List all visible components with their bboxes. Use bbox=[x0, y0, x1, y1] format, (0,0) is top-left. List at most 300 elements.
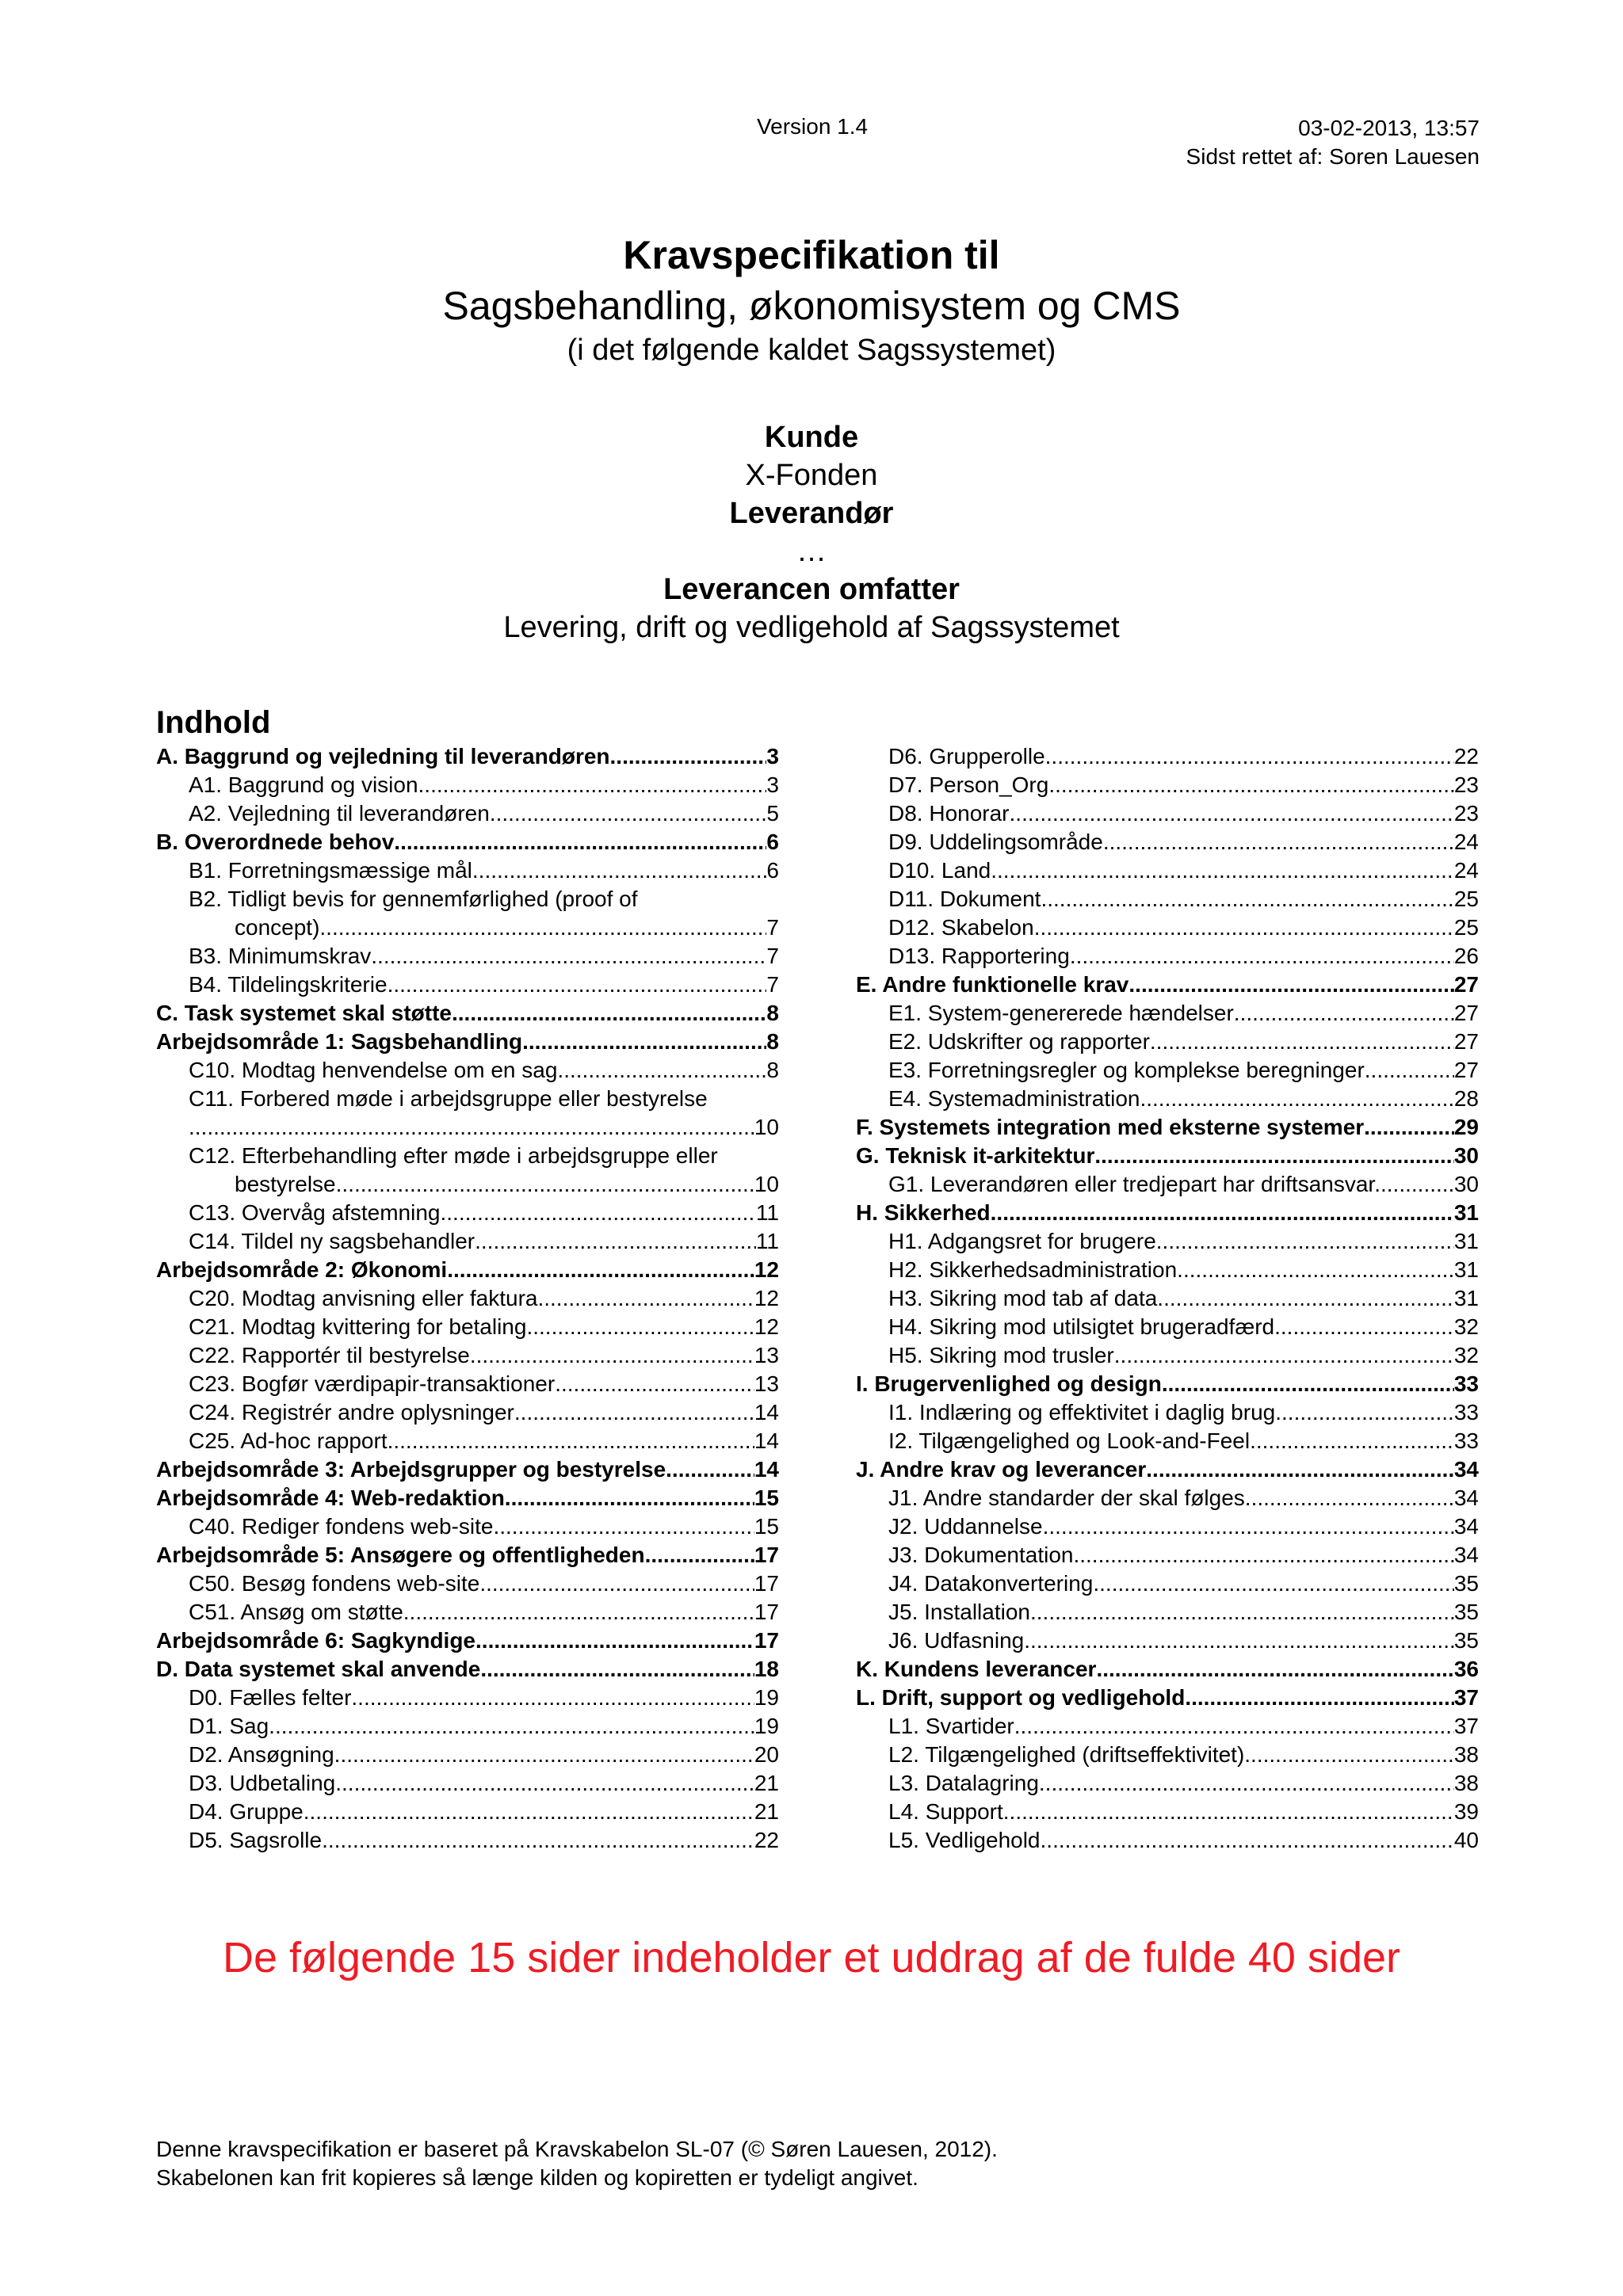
toc-entry-label: G. Teknisk it-arkitektur bbox=[856, 1143, 1095, 1168]
toc-entry-label: concept) bbox=[235, 915, 320, 940]
toc-entry-label: G1. Leverandøren eller tredjepart har driftsansvar. bbox=[888, 1172, 1381, 1196]
toc-entry-leader bbox=[1364, 1113, 1454, 1142]
toc-entry-label: E2. Udskrifter og rapporter bbox=[888, 1029, 1150, 1054]
toc-entry[interactable] bbox=[856, 1598, 1479, 1627]
toc-entry-page: 8 bbox=[766, 1029, 779, 1054]
toc-entry-page: 19 bbox=[754, 1714, 779, 1738]
toc-entry[interactable] bbox=[156, 885, 779, 913]
toc-entry[interactable] bbox=[856, 1028, 1479, 1056]
footer-line-2: Skabelonen kan frit kopieres så længe kilden og kopiretten er tydeligt angivet. bbox=[156, 2165, 918, 2190]
toc-entry-leader bbox=[557, 1056, 766, 1085]
toc-entry[interactable] bbox=[156, 771, 779, 799]
toc-entry[interactable] bbox=[156, 1028, 779, 1056]
toc-entry-page: 12 bbox=[754, 1286, 779, 1310]
toc-entry-page: 15 bbox=[754, 1514, 779, 1539]
supplier-value: … bbox=[796, 535, 827, 568]
toc-entry-page: 6 bbox=[766, 830, 779, 854]
toc-entry-page: 14 bbox=[754, 1428, 779, 1453]
toc-entry-label: Arbejdsområde 3: Arbejdsgrupper og bestyrelse bbox=[156, 1457, 666, 1482]
toc-entry[interactable] bbox=[156, 942, 779, 971]
toc-entry-page: 8 bbox=[766, 1001, 779, 1025]
toc-entry-leader bbox=[522, 1028, 766, 1056]
toc-entry-page: 29 bbox=[1453, 1115, 1479, 1139]
toc-entry-leader bbox=[1024, 1627, 1454, 1655]
toc-entry-leader bbox=[514, 1398, 754, 1427]
toc-entry[interactable] bbox=[156, 799, 779, 828]
toc-entry-label: A. Baggrund og vejledning til leverandøren bbox=[156, 744, 610, 769]
last-edited-datetime: 03-02-2013, 13:57 bbox=[1298, 116, 1480, 140]
toc-entry[interactable] bbox=[856, 1512, 1479, 1541]
toc-entry-leader bbox=[304, 1798, 754, 1826]
toc-entry[interactable] bbox=[156, 1798, 779, 1826]
toc-entry-label: C50. Besøg fondens web-site bbox=[189, 1571, 480, 1596]
toc-entry[interactable] bbox=[156, 1655, 779, 1684]
toc-entry-page: 35 bbox=[1453, 1628, 1479, 1653]
parties-block bbox=[0, 418, 1623, 646]
toc-entry-page: 33 bbox=[1453, 1428, 1479, 1453]
toc-entry[interactable] bbox=[856, 1484, 1479, 1512]
toc-entry-leader bbox=[452, 999, 766, 1028]
toc-entry-leader bbox=[645, 1541, 754, 1569]
toc-entry-leader bbox=[1070, 942, 1454, 971]
toc-entry-page: 30 bbox=[1453, 1172, 1479, 1196]
toc-entry-leader bbox=[336, 1170, 754, 1199]
toc-entry[interactable] bbox=[856, 856, 1479, 885]
toc-entry-page: 11 bbox=[755, 1229, 779, 1253]
toc-entry[interactable] bbox=[156, 1370, 779, 1398]
toc-entry-page: 12 bbox=[754, 1314, 779, 1339]
toc-entry-page: 27 bbox=[1453, 1058, 1479, 1082]
toc-entry-page: 31 bbox=[1453, 1200, 1479, 1225]
toc-entry[interactable] bbox=[856, 913, 1479, 942]
toc-entry-leader bbox=[1250, 1427, 1454, 1455]
toc-entry-leader bbox=[1234, 999, 1454, 1028]
toc-entry-page: 31 bbox=[1453, 1286, 1479, 1310]
toc-entry-leader bbox=[1041, 1826, 1454, 1855]
toc-entry-leader bbox=[1114, 1341, 1454, 1370]
toc-entry[interactable] bbox=[156, 742, 779, 771]
toc-entry-leader bbox=[418, 771, 767, 799]
toc-entry-page: 32 bbox=[1453, 1314, 1479, 1339]
toc-entry-label: A2. Vejledning til leverandøren bbox=[189, 801, 490, 826]
toc-entry[interactable] bbox=[856, 1741, 1479, 1769]
toc-entry-leader bbox=[394, 828, 766, 856]
toc-entry[interactable] bbox=[856, 1370, 1479, 1398]
toc-entry-leader bbox=[1140, 1085, 1453, 1113]
toc-entry-page: 17 bbox=[754, 1600, 779, 1624]
toc-entry-label: H3. Sikring mod tab af data bbox=[888, 1286, 1158, 1310]
toc-entry[interactable] bbox=[856, 1627, 1479, 1655]
toc-entry-leader bbox=[555, 1370, 754, 1398]
toc-entry-label: C11. Forbered møde i arbejdsgruppe eller bestyrelse bbox=[189, 1086, 708, 1111]
toc-entry-page: 17 bbox=[754, 1571, 779, 1596]
toc-entry-page: 7 bbox=[766, 915, 779, 940]
toc-entry-page: 21 bbox=[754, 1771, 779, 1795]
toc-entry-page: 13 bbox=[754, 1371, 779, 1396]
toc-entry[interactable] bbox=[156, 1826, 779, 1855]
toc-entry-page: 23 bbox=[1453, 801, 1479, 826]
toc-entry-label: B3. Minimumskrav bbox=[189, 944, 372, 968]
toc-entry[interactable] bbox=[156, 1627, 779, 1655]
toc-entry-leader bbox=[1156, 1227, 1454, 1256]
toc-entry-leader bbox=[479, 1569, 754, 1598]
toc-entry[interactable] bbox=[856, 799, 1479, 828]
toc-entry-page: 37 bbox=[1453, 1685, 1479, 1710]
toc-entry[interactable] bbox=[856, 1655, 1479, 1684]
toc-entry[interactable] bbox=[856, 1684, 1479, 1712]
toc-entry-label: D9. Uddelingsområde bbox=[888, 830, 1103, 854]
toc-entry[interactable] bbox=[156, 1227, 779, 1256]
toc-entry-page: 15 bbox=[754, 1486, 779, 1510]
toc-entry-leader bbox=[1073, 1541, 1453, 1569]
toc-entry-page: 10 bbox=[754, 1172, 779, 1196]
toc-entry[interactable] bbox=[856, 1170, 1479, 1199]
toc-entry-leader bbox=[1096, 1655, 1453, 1684]
toc-entry[interactable] bbox=[156, 1684, 779, 1712]
toc-entry[interactable] bbox=[156, 1512, 779, 1541]
toc-entry-leader bbox=[1014, 1712, 1454, 1741]
toc-entry-label: C51. Ansøg om støtte bbox=[189, 1600, 403, 1624]
toc-entry[interactable] bbox=[156, 1256, 779, 1284]
toc-entry[interactable] bbox=[856, 1712, 1479, 1741]
toc-entry-leader bbox=[666, 1455, 754, 1484]
toc-entry-leader bbox=[475, 1227, 756, 1256]
toc-entry[interactable] bbox=[856, 1085, 1479, 1113]
toc-entry-page: 20 bbox=[754, 1742, 779, 1767]
toc-entry-page: 11 bbox=[755, 1200, 779, 1225]
toc-entry-page: 17 bbox=[754, 1628, 779, 1653]
toc-entry-label: Arbejdsområde 1: Sagsbehandling bbox=[156, 1029, 523, 1054]
toc-entry-label: B1. Forretningsmæssige mål bbox=[189, 858, 472, 883]
toc-column-left bbox=[156, 742, 779, 1855]
toc-entry-page: 14 bbox=[754, 1400, 779, 1425]
toc-entry-page: 37 bbox=[1453, 1714, 1479, 1738]
toc-entry-label: D5. Sagsrolle bbox=[189, 1828, 323, 1852]
toc-entry-leader bbox=[334, 1741, 754, 1769]
toc-entry[interactable] bbox=[856, 1113, 1479, 1142]
toc-entry-page: 31 bbox=[1453, 1257, 1479, 1282]
toc-entry-label: C10. Modtag henvendelse om en sag bbox=[189, 1058, 558, 1082]
toc-entry-label: C24. Registrér andre oplysninger bbox=[189, 1400, 514, 1425]
toc-entry-page: 27 bbox=[1453, 1029, 1479, 1054]
toc-entry-label: J3. Dokumentation bbox=[888, 1543, 1074, 1567]
toc-entry[interactable] bbox=[856, 1341, 1479, 1370]
toc-entry[interactable] bbox=[856, 771, 1479, 799]
toc-entry-label: D11. Dokument bbox=[888, 887, 1041, 911]
toc-entry-leader bbox=[480, 1655, 754, 1684]
toc-entry-page: 28 bbox=[1453, 1086, 1479, 1111]
toc-entry-page: 34 bbox=[1453, 1457, 1479, 1482]
toc-entry-page: 10 bbox=[754, 1115, 779, 1139]
toc-entry[interactable] bbox=[156, 999, 779, 1028]
toc-entry-label: C21. Modtag kvittering for betaling bbox=[189, 1314, 527, 1339]
toc-entry[interactable] bbox=[156, 1313, 779, 1341]
toc-entry-page: 23 bbox=[1453, 772, 1479, 797]
toc-entry-leader bbox=[1185, 1684, 1454, 1712]
toc-entry-label: H2. Sikkerhedsadministration bbox=[888, 1257, 1178, 1282]
toc-entry-leader bbox=[1103, 828, 1454, 856]
toc-entry-label: H4. Sikring mod utilsigtet brugeradfærd bbox=[888, 1314, 1275, 1339]
toc-entry-label: D6. Grupperolle bbox=[888, 744, 1045, 769]
toc-entry[interactable] bbox=[856, 1769, 1479, 1798]
toc-entry-leader bbox=[1162, 1370, 1454, 1398]
toc-entry-leader bbox=[526, 1313, 754, 1341]
toc-entry-page: 35 bbox=[1453, 1600, 1479, 1624]
toc-entry-label: J2. Uddannelse bbox=[888, 1514, 1043, 1539]
toc-entry[interactable] bbox=[156, 1541, 779, 1569]
toc-entry-label: D2. Ansøgning bbox=[189, 1742, 334, 1767]
toc-entry-page: 24 bbox=[1453, 830, 1479, 854]
toc-entry-label: D8. Honorar bbox=[888, 801, 1010, 826]
toc-entry-label: J. Andre krav og leverancer bbox=[856, 1457, 1147, 1482]
toc-entry-leader bbox=[388, 1427, 754, 1455]
toc-entry-label: I2. Tilgængelighed og Look-and-Feel bbox=[888, 1428, 1251, 1453]
toc-entry-leader bbox=[1034, 913, 1454, 942]
toc-entry[interactable] bbox=[856, 828, 1479, 856]
toc-entry[interactable] bbox=[856, 1455, 1479, 1484]
toc-entry-leader bbox=[1157, 1284, 1454, 1313]
toc-entry-label: C20. Modtag anvisning eller faktura bbox=[189, 1286, 538, 1310]
toc-entry-leader bbox=[1030, 1598, 1454, 1627]
toc-entry-label: J1. Andre standarder der skal følges bbox=[888, 1486, 1245, 1510]
toc-entry-leader bbox=[470, 1341, 754, 1370]
toc-entry-leader bbox=[388, 971, 767, 999]
toc-entry[interactable] bbox=[856, 1227, 1479, 1256]
toc-entry-page: 27 bbox=[1453, 1001, 1479, 1025]
toc-entry-page: 12 bbox=[754, 1257, 779, 1282]
toc-entry-label: L3. Datalagring bbox=[888, 1771, 1039, 1795]
toc-entry-leader bbox=[472, 856, 767, 885]
toc-entry-page: 22 bbox=[1453, 744, 1479, 769]
document-title: Kravspecifikation til bbox=[623, 233, 1000, 277]
toc-entry-leader bbox=[1093, 1569, 1453, 1598]
toc-entry-label: D3. Udbetaling bbox=[189, 1771, 336, 1795]
toc-entry[interactable] bbox=[856, 1056, 1479, 1085]
toc-entry-label: D10. Land bbox=[888, 858, 991, 883]
last-edited-by: Sidst rettet af: Soren Lauesen bbox=[1186, 144, 1480, 169]
toc-entry-leader bbox=[371, 942, 766, 971]
toc-entry-label: C12. Efterbehandling efter møde i arbejdsgruppe eller bbox=[189, 1143, 718, 1168]
toc-entry-leader bbox=[610, 742, 767, 771]
footer bbox=[156, 2135, 998, 2192]
toc-entry[interactable] bbox=[856, 1199, 1479, 1227]
toc-entry[interactable] bbox=[156, 1199, 779, 1227]
toc-entry-label: bestyrelse bbox=[235, 1172, 336, 1196]
toc-entry-label: E4. Systemadministration bbox=[888, 1086, 1140, 1111]
toc-entry[interactable] bbox=[156, 971, 779, 999]
toc-entry[interactable] bbox=[156, 828, 779, 856]
toc-entry-label: C. Task systemet skal støtte bbox=[156, 1001, 452, 1025]
toc-entry-label: H5. Sikring mod trusler bbox=[888, 1343, 1114, 1367]
toc-entry-page: 33 bbox=[1453, 1371, 1479, 1396]
scope-value: Levering, drift og vedligehold af Sagssystemet bbox=[503, 611, 1120, 644]
toc-entry-page: 3 bbox=[766, 772, 779, 797]
toc-entry[interactable] bbox=[156, 1569, 779, 1598]
toc-entry-label: D13. Rapportering bbox=[888, 944, 1070, 968]
toc-entry-page: 18 bbox=[754, 1657, 779, 1681]
toc-entry-page: 6 bbox=[766, 858, 779, 883]
document-alias: (i det følgende kaldet Sagssystemet) bbox=[567, 334, 1056, 367]
toc-entry-label: Arbejdsområde 6: Sagkyndige bbox=[156, 1628, 476, 1653]
toc-entry[interactable] bbox=[856, 1826, 1479, 1855]
toc-entry-leader bbox=[269, 1712, 754, 1741]
toc-entry[interactable] bbox=[156, 1341, 779, 1370]
toc-entry-label: L. Drift, support og vedligehold bbox=[856, 1685, 1186, 1710]
toc-entry[interactable] bbox=[856, 971, 1479, 999]
excerpt-notice: De følgende 15 sider indeholder et uddrag af de fulde 40 sider bbox=[222, 1934, 1400, 1981]
toc-entry[interactable] bbox=[156, 1085, 779, 1113]
toc-entry-label: D0. Fælles felter bbox=[189, 1685, 352, 1710]
toc-entry-label: Arbejdsområde 4: Web-redaktion bbox=[156, 1486, 505, 1510]
toc-entry[interactable] bbox=[856, 1142, 1479, 1170]
toc-entry[interactable] bbox=[156, 856, 779, 885]
toc-entry-label: D12. Skabelon bbox=[888, 915, 1034, 940]
toc-entry-page: 8 bbox=[766, 1058, 779, 1082]
toc-entry-leader bbox=[1150, 1028, 1454, 1056]
toc-entry-page: 22 bbox=[754, 1828, 779, 1852]
toc-entry-leader bbox=[490, 799, 767, 828]
toc-entry[interactable] bbox=[856, 1541, 1479, 1569]
toc-entry[interactable] bbox=[156, 1284, 779, 1313]
toc-entry-label: C23. Bogfør værdipapir-transaktioner bbox=[189, 1371, 556, 1396]
toc-entry-leader bbox=[322, 1826, 754, 1855]
toc-entry-page: 25 bbox=[1453, 887, 1479, 911]
toc-entry-leader bbox=[537, 1284, 754, 1313]
toc-entry-page: 26 bbox=[1453, 944, 1479, 968]
toc-entry[interactable] bbox=[856, 1398, 1479, 1427]
toc-entry-label: C13. Overvåg afstemning bbox=[189, 1200, 441, 1225]
toc-entry[interactable] bbox=[856, 742, 1479, 771]
toc-entry[interactable] bbox=[856, 1256, 1479, 1284]
toc-entry-leader bbox=[1003, 1798, 1454, 1826]
toc-entry-page: 5 bbox=[766, 801, 779, 826]
toc-entry[interactable] bbox=[156, 1170, 779, 1199]
toc-entry-label: B2. Tidligt bevis for gennemførlighed (proof of bbox=[189, 887, 638, 911]
scope-label: Leverancen omfatter bbox=[663, 573, 960, 606]
toc-entry-label: C22. Rapportér til bestyrelse bbox=[189, 1343, 470, 1367]
toc-entry-leader bbox=[1146, 1455, 1454, 1484]
toc-entry-leader bbox=[1045, 742, 1454, 771]
toc-entry[interactable] bbox=[156, 1598, 779, 1627]
toc-entry[interactable] bbox=[156, 1398, 779, 1427]
toc-entry-label: Arbejdsområde 2: Økonomi bbox=[156, 1257, 448, 1282]
supplier-label: Leverandør bbox=[729, 497, 894, 530]
toc-entry-label: E3. Forretningsregler og komplekse beregninger bbox=[888, 1058, 1365, 1082]
toc-entry[interactable] bbox=[856, 942, 1479, 971]
toc-entry-page: 13 bbox=[754, 1343, 779, 1367]
toc-entry[interactable] bbox=[856, 885, 1479, 913]
toc-entry-label: Arbejdsområde 5: Ansøgere og offentligheden bbox=[156, 1543, 645, 1567]
toc-entry-page: 39 bbox=[1453, 1799, 1479, 1824]
toc-entry-page: 3 bbox=[766, 744, 779, 769]
toc-entry-label: J5. Installation bbox=[888, 1600, 1030, 1624]
toc-entry-label: C14. Tildel ny sagsbehandler bbox=[189, 1229, 475, 1253]
toc-entry-label: J4. Datakonvertering bbox=[888, 1571, 1094, 1596]
toc-entry[interactable] bbox=[156, 913, 779, 942]
toc-entry-leader bbox=[493, 1512, 754, 1541]
toc-entry[interactable] bbox=[856, 1427, 1479, 1455]
toc-entry-page: 38 bbox=[1453, 1771, 1479, 1795]
toc-entry[interactable] bbox=[156, 1712, 779, 1741]
toc-entry-leader bbox=[991, 856, 1454, 885]
toc-entry[interactable] bbox=[156, 1741, 779, 1769]
toc-entry[interactable] bbox=[156, 1113, 779, 1142]
toc-entry-page: 36 bbox=[1453, 1657, 1479, 1681]
toc-entry-label: J6. Udfasning bbox=[888, 1628, 1025, 1653]
toc-entry-label: I. Brugervenlighed og design bbox=[856, 1371, 1162, 1396]
toc-entry-leader bbox=[505, 1484, 754, 1512]
toc-entry-leader bbox=[991, 1199, 1454, 1227]
toc-entry[interactable] bbox=[156, 1455, 779, 1484]
toc-entry-leader bbox=[1245, 1484, 1454, 1512]
toc-entry[interactable] bbox=[856, 1569, 1479, 1598]
toc-entry-label: D7. Person_Org bbox=[888, 772, 1049, 797]
toc-entry-label: C40. Rediger fondens web-site bbox=[189, 1514, 494, 1539]
toc-entry-label: I1. Indlæring og effektivitet i daglig brug bbox=[888, 1400, 1276, 1425]
toc-entry-leader bbox=[319, 913, 766, 942]
toc-entry-leader bbox=[351, 1684, 754, 1712]
toc-entry-page: 7 bbox=[766, 944, 779, 968]
document-subtitle: Sagsbehandling, økonomisystem og CMS bbox=[442, 284, 1181, 328]
toc-entry-page: 14 bbox=[754, 1457, 779, 1482]
toc-entry-page: 27 bbox=[1453, 972, 1479, 997]
toc-entry-page: 33 bbox=[1453, 1400, 1479, 1425]
toc-entry[interactable] bbox=[856, 1798, 1479, 1826]
toc-entry-leader bbox=[441, 1199, 756, 1227]
toc-entry-page: 34 bbox=[1453, 1543, 1479, 1567]
toc-entry-page: 32 bbox=[1453, 1343, 1479, 1367]
toc-entry-leader bbox=[189, 1113, 754, 1142]
toc-entry-label: L4. Support bbox=[888, 1799, 1003, 1824]
customer-label: Kunde bbox=[764, 421, 859, 454]
toc-entry-leader bbox=[1244, 1741, 1454, 1769]
toc-entry[interactable] bbox=[856, 1284, 1479, 1313]
toc-entry-page: 35 bbox=[1453, 1571, 1479, 1596]
toc-entry-page: 40 bbox=[1453, 1828, 1479, 1852]
toc-entry-page: 7 bbox=[766, 972, 779, 997]
customer-value: X-Fonden bbox=[745, 459, 878, 492]
toc-entry-label: D. Data systemet skal anvende bbox=[156, 1657, 481, 1681]
toc-entry[interactable] bbox=[156, 1142, 779, 1170]
toc-entry-leader bbox=[335, 1769, 754, 1798]
toc-entry-label: C25. Ad-hoc rapport bbox=[189, 1428, 388, 1453]
toc-entry-leader bbox=[1043, 1512, 1454, 1541]
toc-entry-page: 17 bbox=[754, 1543, 779, 1567]
toc-column-right bbox=[856, 742, 1479, 1855]
toc-entry-page: 38 bbox=[1453, 1742, 1479, 1767]
toc-entry-leader bbox=[447, 1256, 754, 1284]
toc-entry-page: 21 bbox=[754, 1799, 779, 1824]
toc-entry-page: 34 bbox=[1453, 1514, 1479, 1539]
toc-entry[interactable] bbox=[856, 1313, 1479, 1341]
toc-entry-page: 19 bbox=[754, 1685, 779, 1710]
toc-entry[interactable] bbox=[156, 1484, 779, 1512]
toc-entry[interactable] bbox=[156, 1427, 779, 1455]
toc-entry-leader bbox=[1048, 771, 1454, 799]
title-block bbox=[0, 230, 1623, 369]
toc-entry-label: E. Andre funktionelle krav bbox=[856, 972, 1129, 997]
toc-entry-page: 31 bbox=[1453, 1229, 1479, 1253]
toc-entry-leader bbox=[1274, 1313, 1454, 1341]
toc-entry-label: K. Kundens leverancer bbox=[856, 1657, 1097, 1681]
toc-entry-leader bbox=[1365, 1056, 1454, 1085]
toc-entry-label: B. Overordnede behov bbox=[156, 830, 395, 854]
toc-entry[interactable] bbox=[156, 1769, 779, 1798]
toc-entry-label: L2. Tilgængelighed (driftseffektivitet) bbox=[888, 1742, 1245, 1767]
toc-entry[interactable] bbox=[856, 999, 1479, 1028]
toc-entry-label: F. Systemets integration med eksterne systemer bbox=[856, 1115, 1365, 1139]
toc-entry[interactable] bbox=[156, 1056, 779, 1085]
